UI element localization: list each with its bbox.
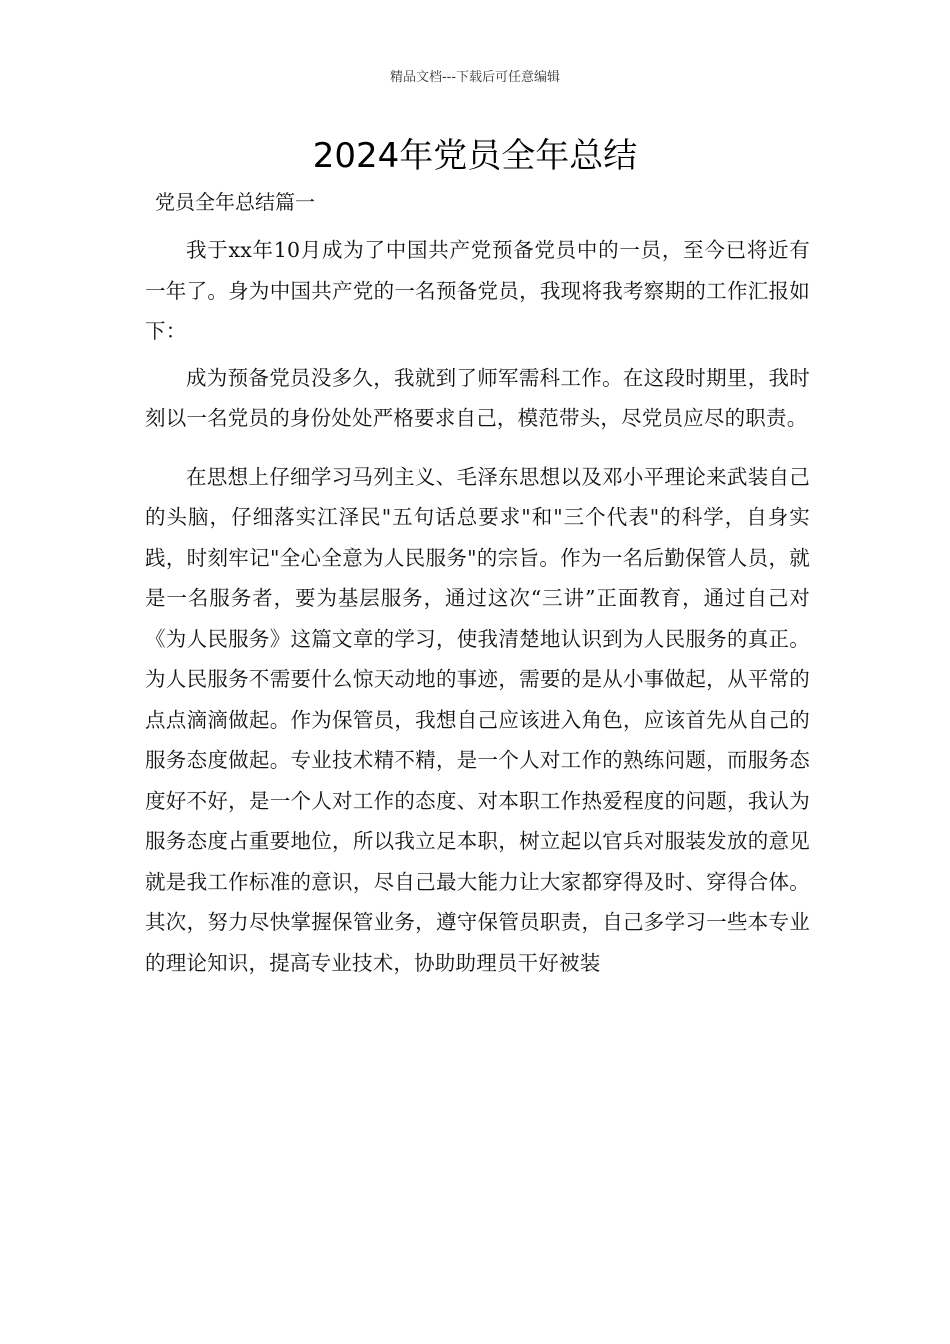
- paragraph: 在思想上仔细学习马列主义、毛泽东思想以及邓小平理论来武装自己的头脑，仔细落实江泽民"五句话总要求"和"三个代表"的科学，自身实践，时刻牢记"全心全意为人民服务"的宗旨。作为一名后勤保管人员，就是一名服务者，要为基层服务，通过这次“三讲”正面教育，通过自己对《为人民服务》这篇文章的学习，使我清楚地认识到为人民服务的真正。为人民服务不需要什么惊天动地的事迹，需要的是从小事做起，从平常的点点滴滴做起。作为保管员，我想自己应该进入角色，应该首先从自己的服务态度做起。专业技术精不精，是一个人对工作的熟练问题，而服务态度好不好，是一个人对工作的态度、对本职工作热爱程度的问题，我认为服务态度占重要地位，所以我立足本职，树立起以官兵对服装发放的意见就是我工作标准的意识，尽自己最大能力让大家都穿得及时、穿得合体。其次，努力尽快掌握保管业务，遵守保管员职责，自己多学习一些本专业的理论知识，提高专业技术，协助助理员干好被装: [145, 464, 810, 975]
- document-subtitle: 党员全年总结篇一: [155, 190, 315, 214]
- document-body: [145, 230, 810, 983]
- header-note: 精品文档---下载后可任意编辑: [389, 70, 561, 85]
- paragraph: 我于xx年10月成为了中国共产党预备党员中的一员，至今已将近有一年了。身为中国共产党的一名预备党员，我现将我考察期的工作汇报如下：: [145, 238, 810, 343]
- document-title: 2024年党员全年总结: [312, 136, 638, 176]
- paragraph: 成为预备党员没多久，我就到了师军需科工作。在这段时期里，我时刻以一名党员的身份处处严格要求自己，模范带头，尽党员应尽的职责。: [145, 365, 810, 430]
